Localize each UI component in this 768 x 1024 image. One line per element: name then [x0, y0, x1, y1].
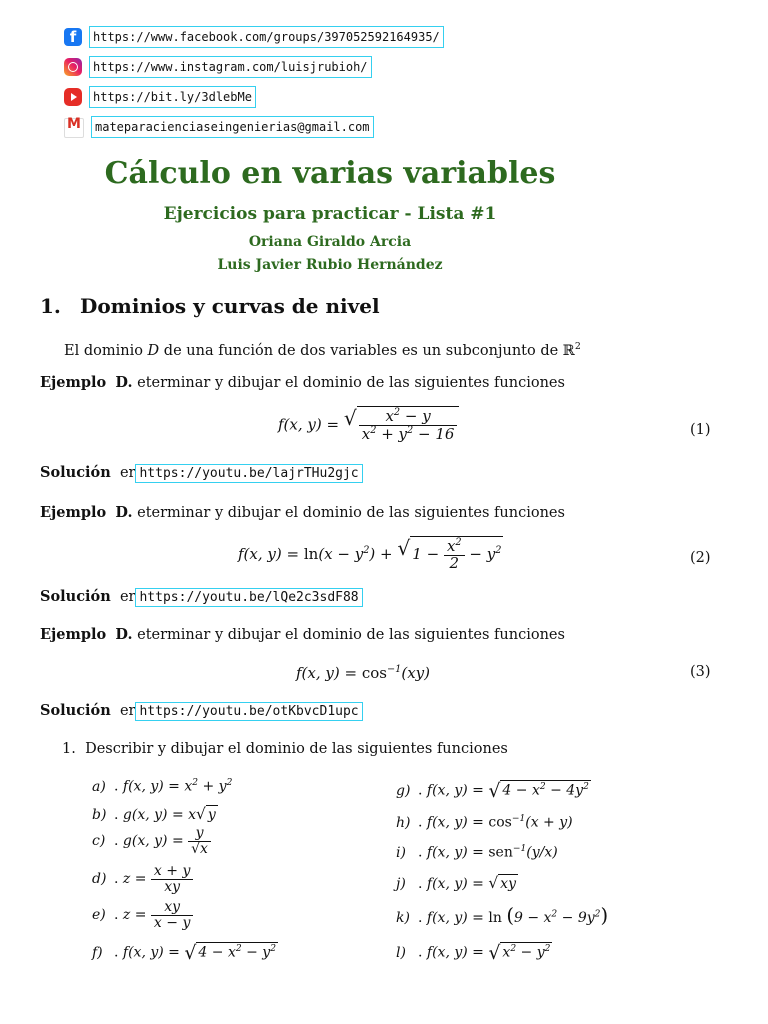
solution-3-link[interactable]: https://youtu.be/otKbvcD1upc	[135, 702, 362, 721]
exercise-item-c: c) . g(x, y) = $\frac{y}{√x}$	[92, 826, 211, 856]
facebook-icon: f	[64, 28, 82, 46]
example-2-statement: Ejemplo D. eterminar y dibujar el dominio de las siguientes funciones	[40, 504, 565, 521]
youtube-link[interactable]: https://bit.ly/3dlebMe	[89, 86, 256, 108]
exercise-item-i: i) . f(x, y) = sen$^{-1}$(y/x)	[396, 844, 558, 861]
page-title: Cálculo en varias variables	[104, 156, 556, 191]
example-3-statement: Ejemplo D. eterminar y dibujar el dominio de las siguientes funciones	[40, 626, 565, 643]
equation-number-2: (2)	[690, 550, 711, 566]
equation-2: f(x, $y) = \ln(x - y^2)$ + √ 1 − $\frac{x^2}{2}$ − $y^2$	[238, 536, 502, 572]
contact-facebook	[64, 26, 444, 48]
exercise-item-a: a) . f(x, $y) = x^2 + y^2$	[92, 778, 233, 795]
section-heading	[40, 294, 380, 318]
contact-gmail	[64, 116, 374, 138]
solution-2-link[interactable]: https://youtu.be/lQe2c3sdF88	[135, 588, 362, 607]
equation-number-1: (1)	[690, 422, 711, 438]
intro-paragraph: El dominio D de una función de dos variables es un subconjunto de ℝ$^2$	[64, 341, 581, 359]
equation-3: f(x, $y) = \cos^{-1}(xy)$	[296, 664, 430, 682]
author-1: Oriana Giraldo Arcia	[248, 234, 412, 250]
section-title: Dominios y curvas de nivel	[80, 294, 380, 318]
instagram-icon	[64, 58, 82, 76]
exercise-item-e: e) . z = $\frac{xy}{x - y}$	[92, 900, 193, 930]
equation-1: f(x, y) = √ $\frac{x^2 - y}{x^2 + y^2 - 16}$	[278, 406, 459, 443]
solution-1-link[interactable]: https://youtu.be/lajrTHu2gjc	[135, 464, 362, 483]
author-2: Luis Javier Rubio Hernández	[217, 257, 443, 273]
exercise-1-statement: 1. Describir y dibujar el dominio de las siguientes funciones	[62, 741, 508, 757]
contact-youtube	[64, 86, 256, 108]
page-subtitle: Ejercicios para practicar - Lista #1	[163, 204, 497, 224]
exercise-item-b: b) . g(x, y) = x√ y	[92, 805, 216, 823]
equation-number-3: (3)	[690, 664, 711, 680]
solution-3: Solución er https://youtu.be/otKbvcD1upc	[40, 702, 363, 721]
exercise-item-f: f) . f(x, y) = √ $4 - x^2 - y^2$	[92, 942, 276, 964]
exercise-item-h: h) . f(x, $y) = \cos^{-1}(x + y)$	[396, 814, 573, 831]
instagram-link[interactable]: https://www.instagram.com/luisjrubioh/	[89, 56, 372, 78]
facebook-link[interactable]: https://www.facebook.com/groups/397052592164935/	[89, 26, 444, 48]
section-number: 1.	[40, 294, 61, 318]
solution-1: Solución er https://youtu.be/lajrTHu2gjc	[40, 464, 363, 483]
example-1-statement: Ejemplo D. eterminar y dibujar el dominio de las siguientes funciones	[40, 374, 565, 391]
exercise-item-k: k) . f(x, $y) = \ln (9 - x^2 - 9y^2)$	[396, 904, 609, 927]
solution-2: Solución er https://youtu.be/lQe2c3sdF88	[40, 588, 363, 607]
contact-instagram	[64, 56, 372, 78]
exercise-item-l: l) . f(x, y) = √ $x^2 - y^2$	[396, 942, 551, 964]
gmail-icon	[64, 118, 84, 138]
exercise-item-d: d) . z = $\frac{x + y}{xy}$	[92, 864, 193, 894]
exercise-item-g: g) . f(x, y) = √ $4 - x^2 - 4y^2$	[396, 780, 589, 802]
exercise-item-j: j) . f(x, y) = √ xy	[396, 874, 516, 892]
youtube-icon	[64, 88, 82, 106]
email-link[interactable]: mateparacienciaseingenierias@gmail.com	[91, 116, 374, 138]
